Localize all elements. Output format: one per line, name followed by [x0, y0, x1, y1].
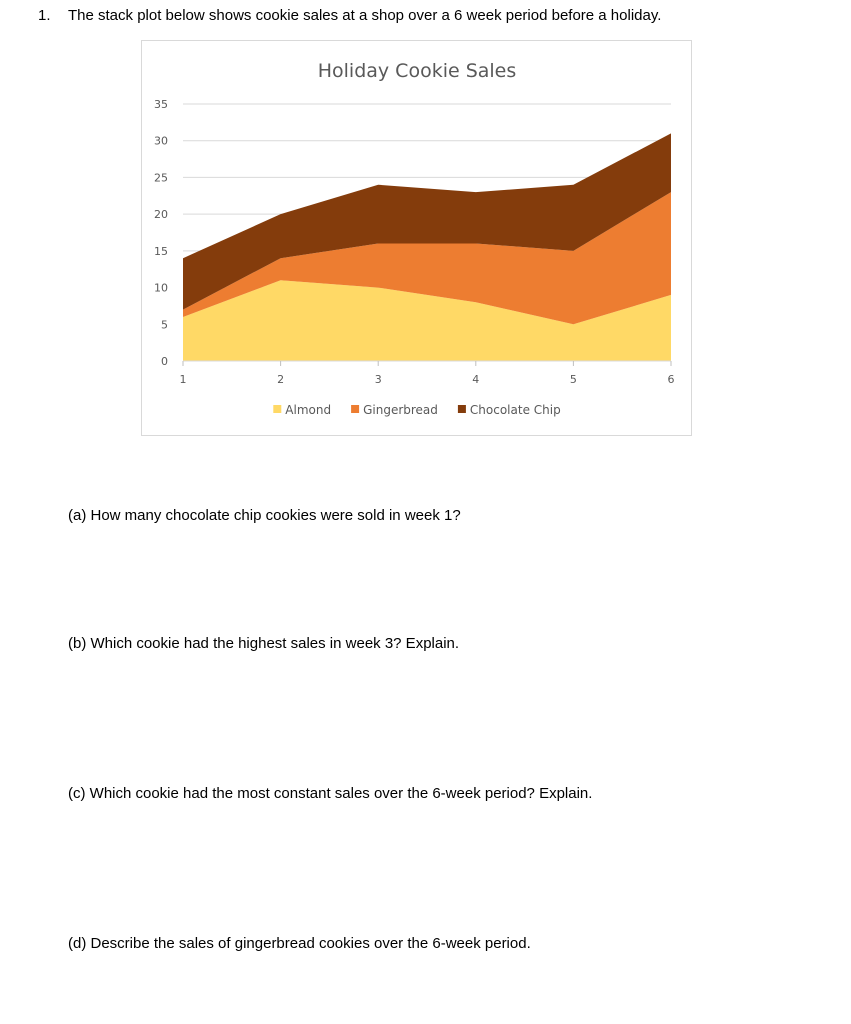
question-number: 1.: [38, 7, 51, 24]
x-tick-label: 1: [179, 373, 187, 386]
legend-swatch: [458, 405, 466, 413]
legend-swatch: [273, 405, 281, 413]
subquestion-d: (d) Describe the sales of gingerbread cookies over the 6-week period.: [68, 935, 531, 952]
x-axis: [183, 361, 671, 366]
question-intro: [38, 7, 838, 24]
x-tick-label: 5: [569, 373, 577, 386]
legend-item-almond: [273, 403, 331, 417]
legend-item-gingerbread: [351, 403, 438, 417]
x-tick-label: 3: [374, 373, 382, 386]
y-tick-label: 25: [154, 171, 168, 185]
y-tick-label: 10: [154, 281, 168, 295]
y-tick-label: 30: [154, 134, 168, 148]
legend-label: Chocolate Chip: [469, 403, 561, 417]
y-tick-label: 0: [161, 355, 168, 368]
chart-frame: [141, 40, 692, 436]
subquestion-b: (b) Which cookie had the highest sales in week 3? Explain.: [68, 635, 460, 652]
x-axis-tick-labels: [180, 373, 675, 386]
area-series: [183, 133, 671, 361]
legend-label: Gingerbread: [363, 403, 438, 417]
x-tick-label: 4: [472, 373, 480, 386]
stacked-area-chart: [142, 41, 693, 437]
legend: [273, 403, 560, 417]
y-tick-label: 5: [161, 318, 168, 332]
y-tick-label: 35: [154, 98, 168, 111]
legend-item-chocolate-chip: [458, 403, 561, 417]
question-text: The stack plot below shows cookie sales at a shop over a 6 week period before a holiday.: [68, 7, 662, 24]
subquestion-c: (c) Which cookie had the most constant sales over the 6-week period? Explain.: [68, 785, 593, 802]
subquestion-a: (a) How many chocolate chip cookies were sold in week 1?: [68, 507, 461, 524]
legend-swatch: [351, 405, 359, 413]
y-axis-tick-labels: [154, 98, 168, 368]
chart-title: Holiday Cookie Sales: [317, 60, 517, 82]
y-tick-label: 20: [154, 208, 168, 222]
y-tick-label: 15: [154, 244, 168, 258]
legend-label: Almond: [285, 403, 332, 417]
x-tick-label: 6: [667, 373, 675, 386]
x-tick-label: 2: [277, 373, 285, 386]
